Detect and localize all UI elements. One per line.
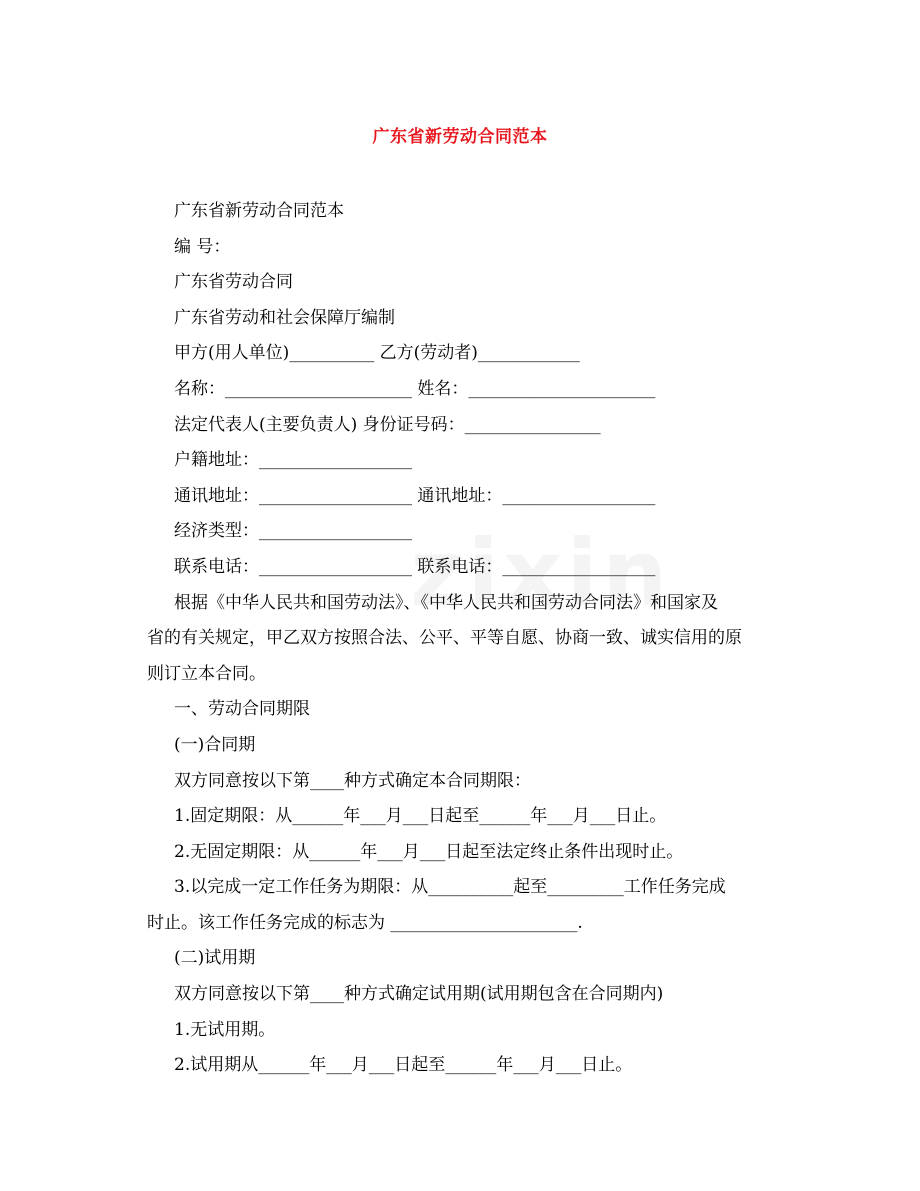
text-line: 1.固定期限：从______年___月___日起至______年___月___日止。 [174, 806, 667, 827]
text-line: 2.试用期从______年___月___日起至______年___月___日止。 [174, 1055, 633, 1076]
section-heading: 一、劳动合同期限 [174, 699, 310, 720]
text-line: 广东省劳动合同 [174, 272, 293, 293]
text-line: 名称：______________________ 姓名：______________________ [174, 378, 656, 399]
text-line: 根据《中华人民共和国劳动法》、《中华人民共和国劳动合同法》和国家及 [174, 592, 718, 613]
text-line: 1.无试用期。 [174, 1019, 276, 1040]
text-line: 法定代表人(主要负责人) 身份证号码：________________ [174, 414, 601, 435]
paragraph-task-term [147, 870, 774, 941]
text-line: 经济类型：__________________ [174, 521, 412, 542]
text-line: 3.以完成一定工作任务为期限：从__________起至_________工作任务完成 [174, 877, 726, 898]
text-line: 编 号： [174, 236, 231, 257]
text-line: 通讯地址：__________________ 通讯地址：__________________ [174, 485, 656, 506]
text-line: 时止。该工作任务完成的标志为 ______________________. [147, 912, 583, 933]
text-line: 则订立本合同。 [147, 663, 266, 684]
subsection-heading: (一)合同期 [174, 734, 256, 755]
text-line: 双方同意按以下第____种方式确定试用期(试用期包含在合同期内) [174, 984, 664, 1005]
text-line: 联系电话：__________________ 联系电话：__________________ [174, 556, 656, 577]
text-line: 省的有关规定，甲乙双方按照合法、公平、平等自愿、协商一致、诚实信用的原 [147, 628, 742, 649]
document-body [147, 194, 774, 1084]
text-line: 户籍地址：__________________ [174, 450, 412, 471]
subsection-heading: (二)试用期 [174, 948, 256, 969]
document-title: 广东省新劳动合同范本 [372, 127, 548, 147]
text-line: 广东省新劳动合同范本 [174, 201, 344, 221]
paragraph-legal-basis [147, 586, 774, 693]
text-line: 双方同意按以下第____种方式确定本合同期限： [174, 770, 531, 791]
text-line: 广东省劳动和社会保障厅编制 [174, 307, 395, 328]
text-line: 2.无固定期限：从______年___月___日起至法定终止条件出现时止。 [174, 841, 684, 862]
text-line: 甲方(用人单位)__________ 乙方(劳动者)____________ [174, 343, 580, 364]
